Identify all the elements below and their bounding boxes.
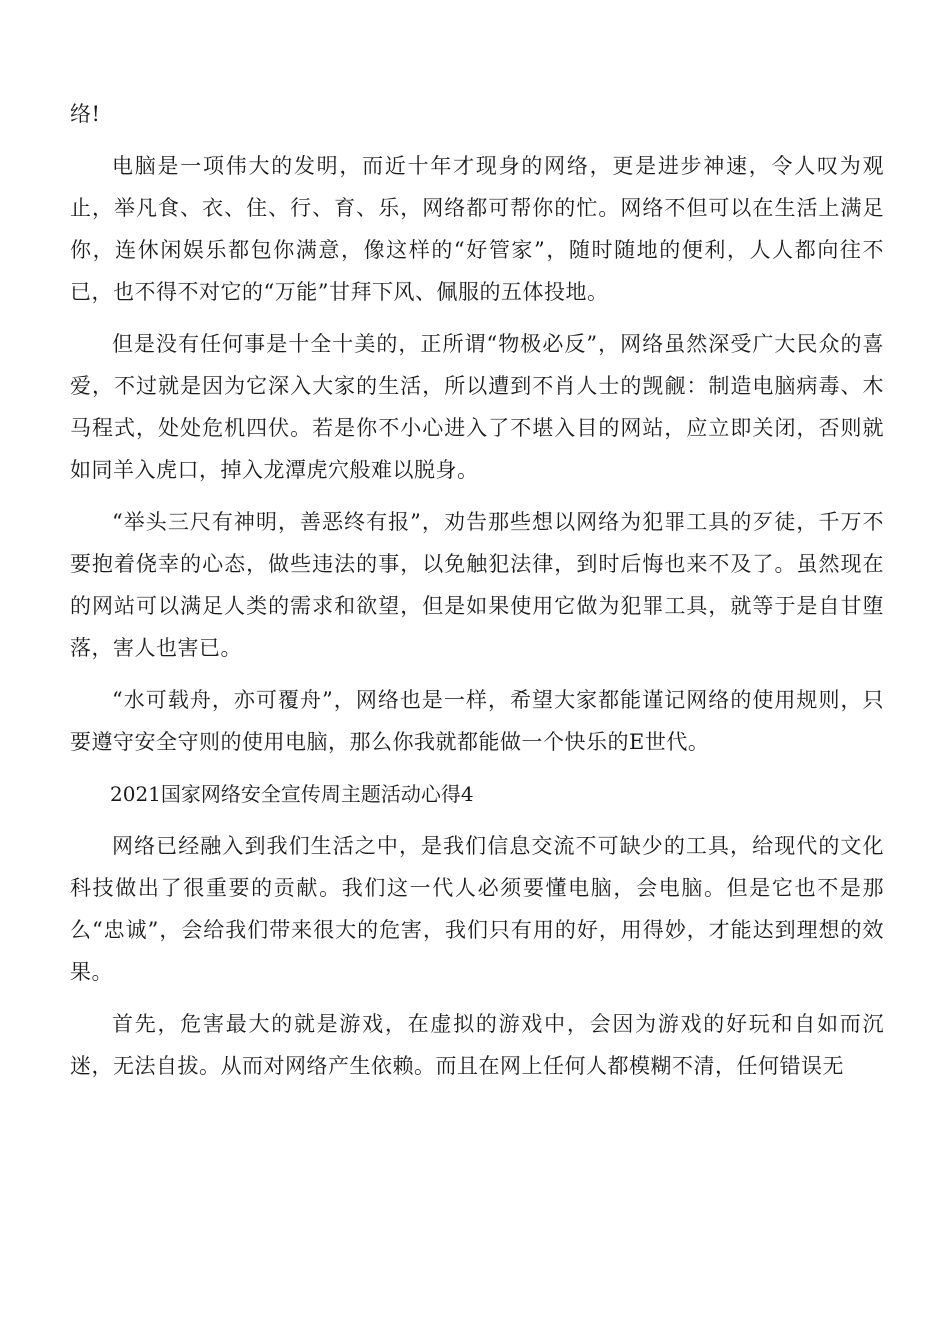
paragraph-continuation: 络!: [70, 102, 101, 126]
paragraph: 但是没有任何事是十全十美的，正所谓“物极必反”，网络虽然深受广大民众的喜爱，不过就是因为它深入大家的生活，所以遭到不肖人士的觊觎：制造电脑病毒、木马程式，处处危机四伏。若是你不小心进入了不堪入目的网站，应立即关闭，否则就如同羊入虎口，掉入龙潭虎穴般难以脱身。: [70, 332, 884, 482]
paragraph: 网络已经融入到我们生活之中，是我们信息交流不可缺少的工具，给现代的文化科技做出了很重要的贡献。我们这一代人必须要懂电脑，会电脑。但是它也不是那么“忠诚”，会给我们带来很大的危害，我们只有用的好，用得妙，才能达到理想的效果。: [70, 834, 884, 984]
section-heading: 2021国家网络安全宣传周主题活动心得4: [110, 782, 474, 806]
paragraph: 电脑是一项伟大的发明，而近十年才现身的网络，更是进步神速，令人叹为观止，举凡食、衣、住、行、育、乐，网络都可帮你的忙。网络不但可以在生活上满足你，连休闲娱乐都包你满意，像这样的“好管家”，随时随地的便利，人人都向往不已，也不得不对它的“万能”甘拜下风、佩服的五体投地。: [70, 154, 884, 304]
paragraph: “水可载舟，亦可覆舟”，网络也是一样，希望大家都能谨记网络的使用规则，只要遵守安全守则的使用电脑，那么你我就都能做一个快乐的E世代。: [70, 688, 884, 754]
paragraph: 首先，危害最大的就是游戏，在虚拟的游戏中，会因为游戏的好玩和自如而沉迷，无法自拔。从而对网络产生依赖。而且在网上任何人都模糊不清，任何错误无: [70, 1012, 884, 1078]
document-page: [70, 93, 884, 1097]
paragraph: “举头三尺有神明，善恶终有报”，劝告那些想以网络为犯罪工具的歹徒，千万不要抱着侥幸的心态，做些违法的事，以免触犯法律，到时后悔也来不及了。虽然现在的网站可以满足人类的需求和欲望，但是如果使用它做为犯罪工具，就等于是自甘堕落，害人也害已。: [70, 510, 884, 660]
